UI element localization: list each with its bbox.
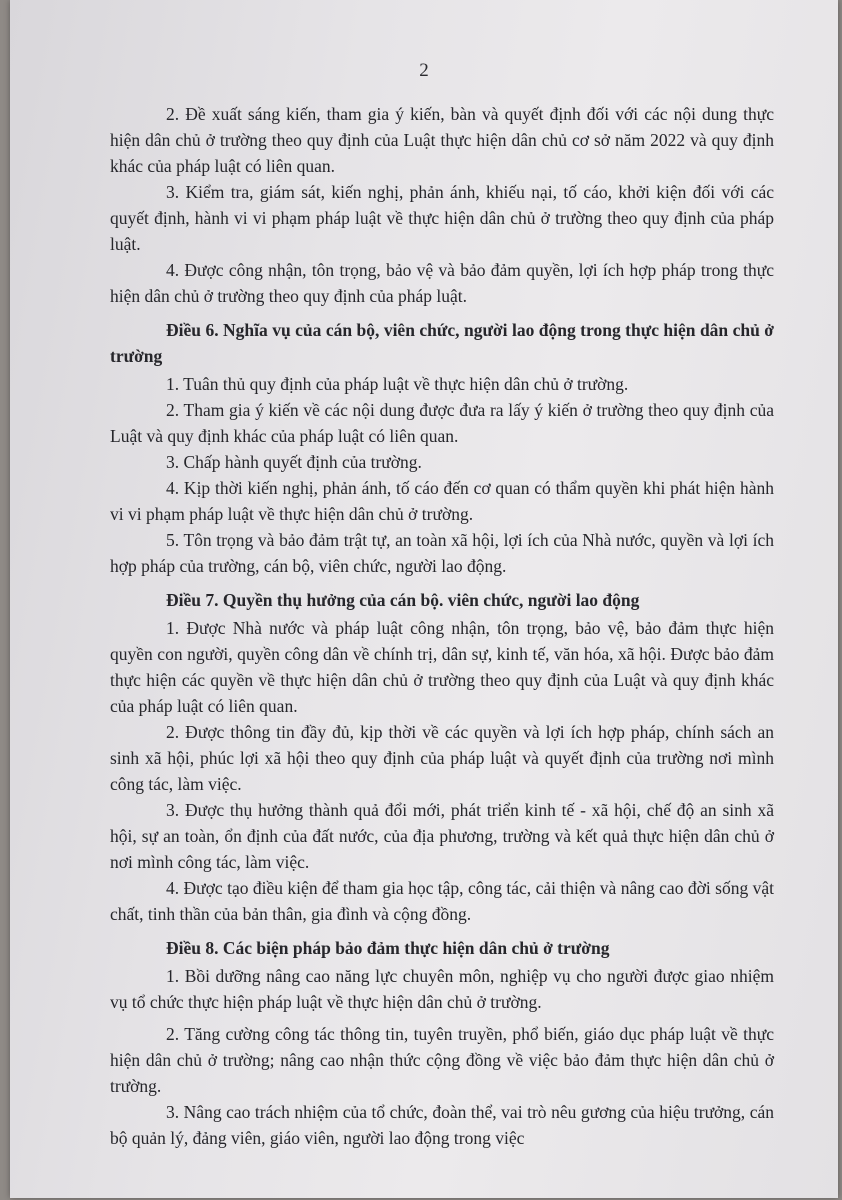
paragraph: 5. Tôn trọng và bảo đảm trật tự, an toàn xã hội, lợi ích của Nhà nước, quyền và lợi ích hợp pháp của trường, cán bộ, viên chức, người lao động. [110,530,774,576]
paragraph: 3. Nâng cao trách nhiệm của tổ chức, đoàn thể, vai trò nêu gương của hiệu trưởng, cán bộ quản lý, đảng viên, giáo viên, người lao động trong việc [110,1102,774,1148]
paragraph: 1. Bồi dưỡng nâng cao năng lực chuyên môn, nghiệp vụ cho người được giao nhiệm vụ tổ chức thực hiện pháp luật về thực hiện dân chủ ở trường. [110,966,774,1012]
paragraph: 4. Được công nhận, tôn trọng, bảo vệ và bảo đảm quyền, lợi ích hợp pháp trong thực hiện dân chủ ở trường theo quy định của pháp luật. [110,260,774,306]
article-heading: Điều 6. Nghĩa vụ của cán bộ, viên chức, người lao động trong thực hiện dân chủ ở trường [110,320,774,366]
paragraph: 2. Được thông tin đầy đủ, kịp thời về các quyền và lợi ích hợp pháp, chính sách an sinh xã hội, phúc lợi xã hội theo quy định của pháp luật và quyết định của trường nơi mình công tác, làm việc. [110,722,774,794]
paragraph: 4. Được tạo điều kiện để tham gia học tập, công tác, cải thiện và nâng cao đời sống vật chất, tinh thần của bản thân, gia đình và cộng đồng. [110,878,774,924]
document-body [110,101,774,1151]
page-number: 2 [419,60,429,81]
paragraph: 3. Chấp hành quyết định của trường. [166,452,422,472]
paragraph: 3. Được thụ hưởng thành quả đổi mới, phát triển kinh tế - xã hội, chế độ an sinh xã hội, sự an toàn, ổn định của đất nước, của địa phương, trường và kết quả thực hiện dân chủ ở nơi mình công tác, làm việc. [110,800,774,872]
paragraph: 2. Tham gia ý kiến về các nội dung được đưa ra lấy ý kiến ở trường theo quy định của Luật và quy định khác của pháp luật có liên quan. [110,400,774,446]
paragraph: 3. Kiểm tra, giám sát, kiến nghị, phản ánh, khiếu nại, tố cáo, khởi kiện đối với các quyết định, hành vi vi phạm pháp luật về thực hiện dân chủ ở trường theo quy định của pháp luật. [110,182,774,254]
paragraph: 1. Tuân thủ quy định của pháp luật về thực hiện dân chủ ở trường. [166,374,629,394]
document-page [10,0,838,1198]
paragraph: 2. Tăng cường công tác thông tin, tuyên truyền, phổ biến, giáo dục pháp luật về thực hiện dân chủ ở trường; nâng cao nhận thức cộng đồng về việc bảo đảm thực hiện dân chủ ở trường. [110,1024,774,1096]
paragraph: 2. Đề xuất sáng kiến, tham gia ý kiến, bàn và quyết định đối với các nội dung thực hiện dân chủ ở trường theo quy định của Luật thực hiện dân chủ cơ sở năm 2022 và quy định khác của pháp luật có liên quan. [110,104,774,176]
paragraph: 4. Kịp thời kiến nghị, phản ánh, tố cáo đến cơ quan có thẩm quyền khi phát hiện hành vi vi phạm pháp luật về thực hiện dân chủ ở trường. [110,478,774,524]
paragraph: 1. Được Nhà nước và pháp luật công nhận, tôn trọng, bảo vệ, bảo đảm thực hiện quyền con người, quyền công dân về chính trị, dân sự, kinh tế, văn hóa, xã hội. Được bảo đảm thực hiện các quyền về thực hiện dân chủ ở trường theo quy định của Luật và quy định khác của pháp luật có liên quan. [110,618,774,716]
article-heading: Điều 7. Quyền thụ hưởng của cán bộ. viên chức, người lao động [166,590,640,610]
article-heading: Điều 8. Các biện pháp bảo đảm thực hiện dân chủ ở trường [166,938,610,958]
